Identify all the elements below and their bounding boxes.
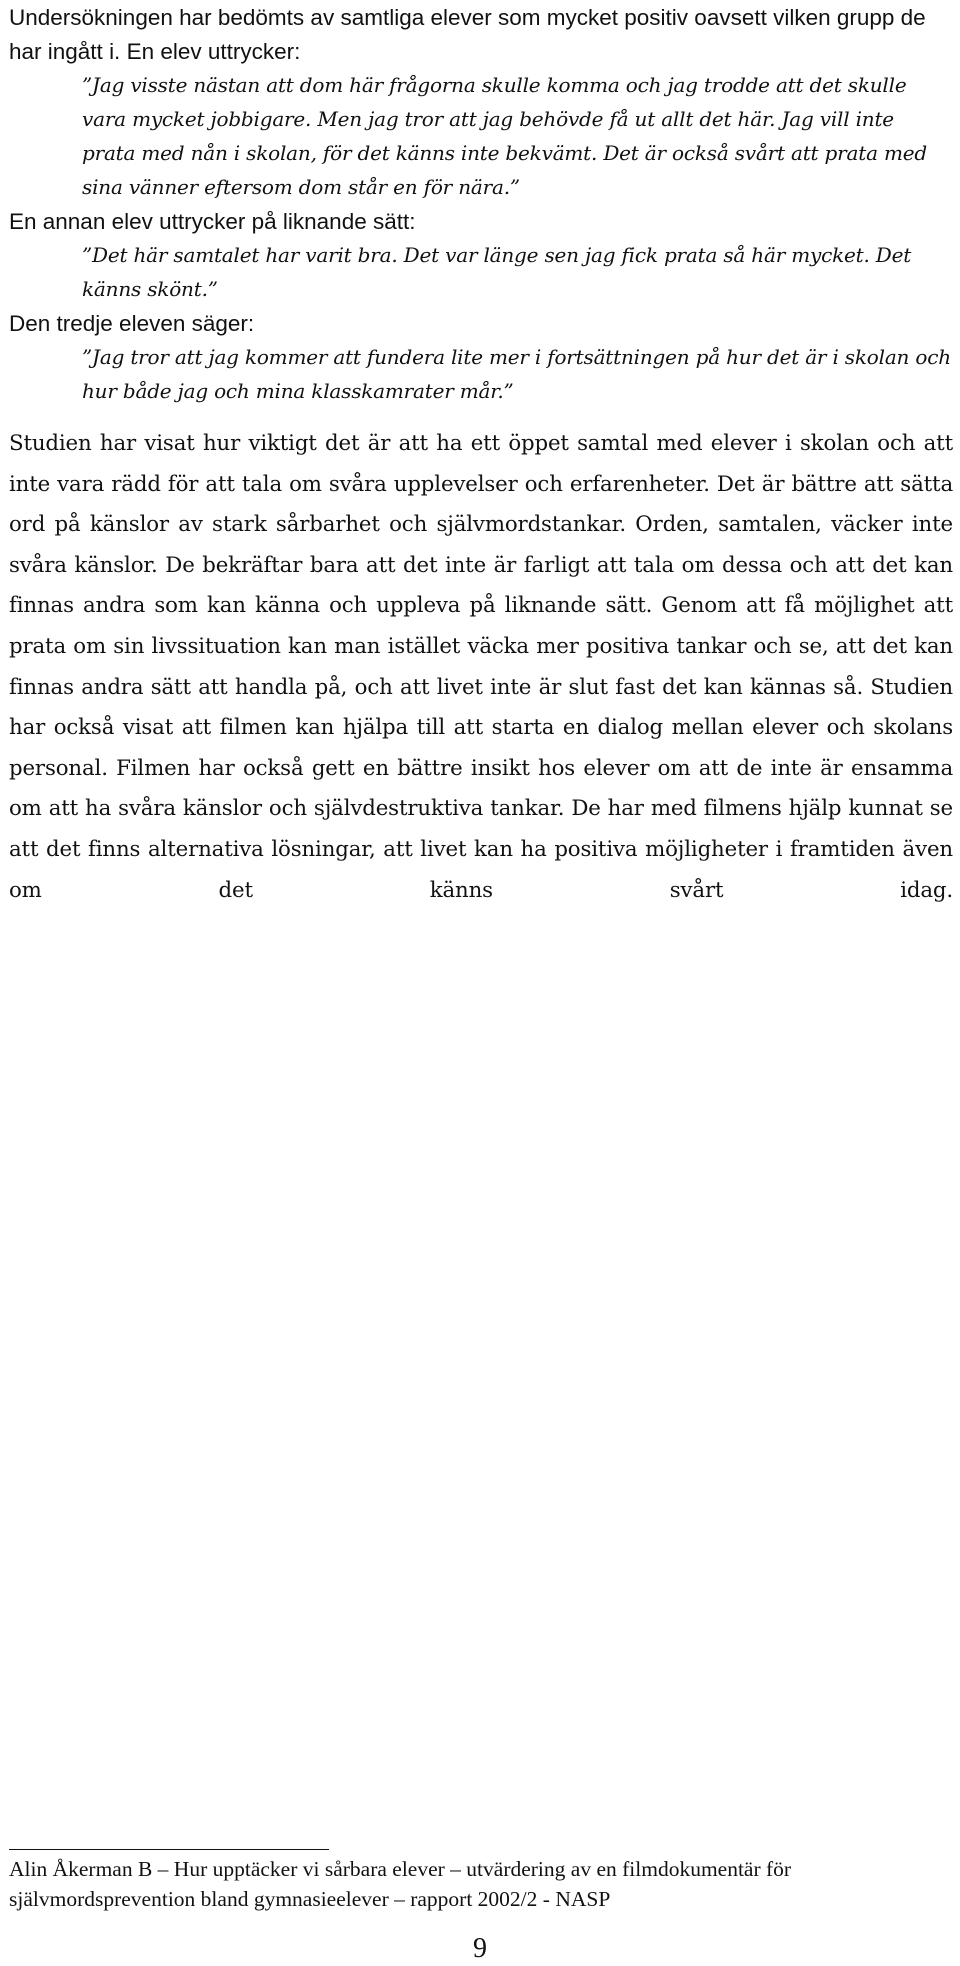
student-quote-1: ”Jag visste nästan att dom här frågorna skulle komma och jag trodde att det skulle vara mycket jobbigare. Men jag tror att jag behövde få ut allt det här. Jag vill inte prata med nån i skolan, för det känns inte bekvämt. Det är också svårt att prata med sina vänner eftersom dom står en för nära.” xyxy=(82,73,927,199)
footer-divider xyxy=(9,1849,329,1850)
quote-lead-2: En annan elev uttrycker på liknande sätt: xyxy=(9,209,416,234)
footer xyxy=(9,1854,953,1914)
student-quote-2: ”Det här samtalet har varit bra. Det var länge sen jag fick prata så här mycket. Det känns skönt.” xyxy=(82,243,912,301)
footer-line-1: Alin Åkerman B – Hur upptäcker vi sårbara elever – utvärdering av en filmdokumentär för xyxy=(9,1857,792,1881)
quote-lead-3: Den tredje eleven säger: xyxy=(9,311,255,336)
conclusion-paragraph: Studien har visat hur viktigt det är att ha ett öppet samtal med elever i skolan och att inte vara rädd för att tala om svåra upplevelser och erfarenheter. Det är bättre att sätta ord på känslor av stark sårbarhet och självmordstankar. Orden, samtalen, väcker inte svåra känslor. De bekräftar bara att det inte är farligt att tala om dessa och att det kan finnas andra som kan känna och uppleva på liknande sätt. Genom att få möjlighet att prata om sin livssituation kan man istället väcka mer positiva tankar och se, att det kan finnas andra sätt att handla på, och att livet inte är slut fast det kan kännas så. Studien har också visat att filmen kan hjälpa till att starta en dialog mellan elever och skolans personal. Filmen har också gett en bättre insikt hos elever om att de inte är ensamma om att ha svåra känslor och självdestruktiva tankar. De har med filmens hjälp kunnat se att det finns alternativa lösningar, att livet kan ha positiva möjligheter i framtiden även om det känns svårt idag. xyxy=(9,431,953,903)
intro-paragraph: Undersökningen har bedömts av samtliga elever som mycket positiv oavsett vilken grupp de har ingått i. En elev uttrycker: xyxy=(9,5,926,64)
student-quote-3: ”Jag tror att jag kommer att fundera lite mer i fortsättningen på hur det är i skolan och hur både jag och mina klasskamrater mår.” xyxy=(82,345,951,403)
page-number: 9 xyxy=(473,1933,487,1964)
footer-line-2: självmordsprevention bland gymnasieelever – rapport 2002/2 - NASP xyxy=(9,1887,611,1911)
page-content xyxy=(9,0,953,911)
